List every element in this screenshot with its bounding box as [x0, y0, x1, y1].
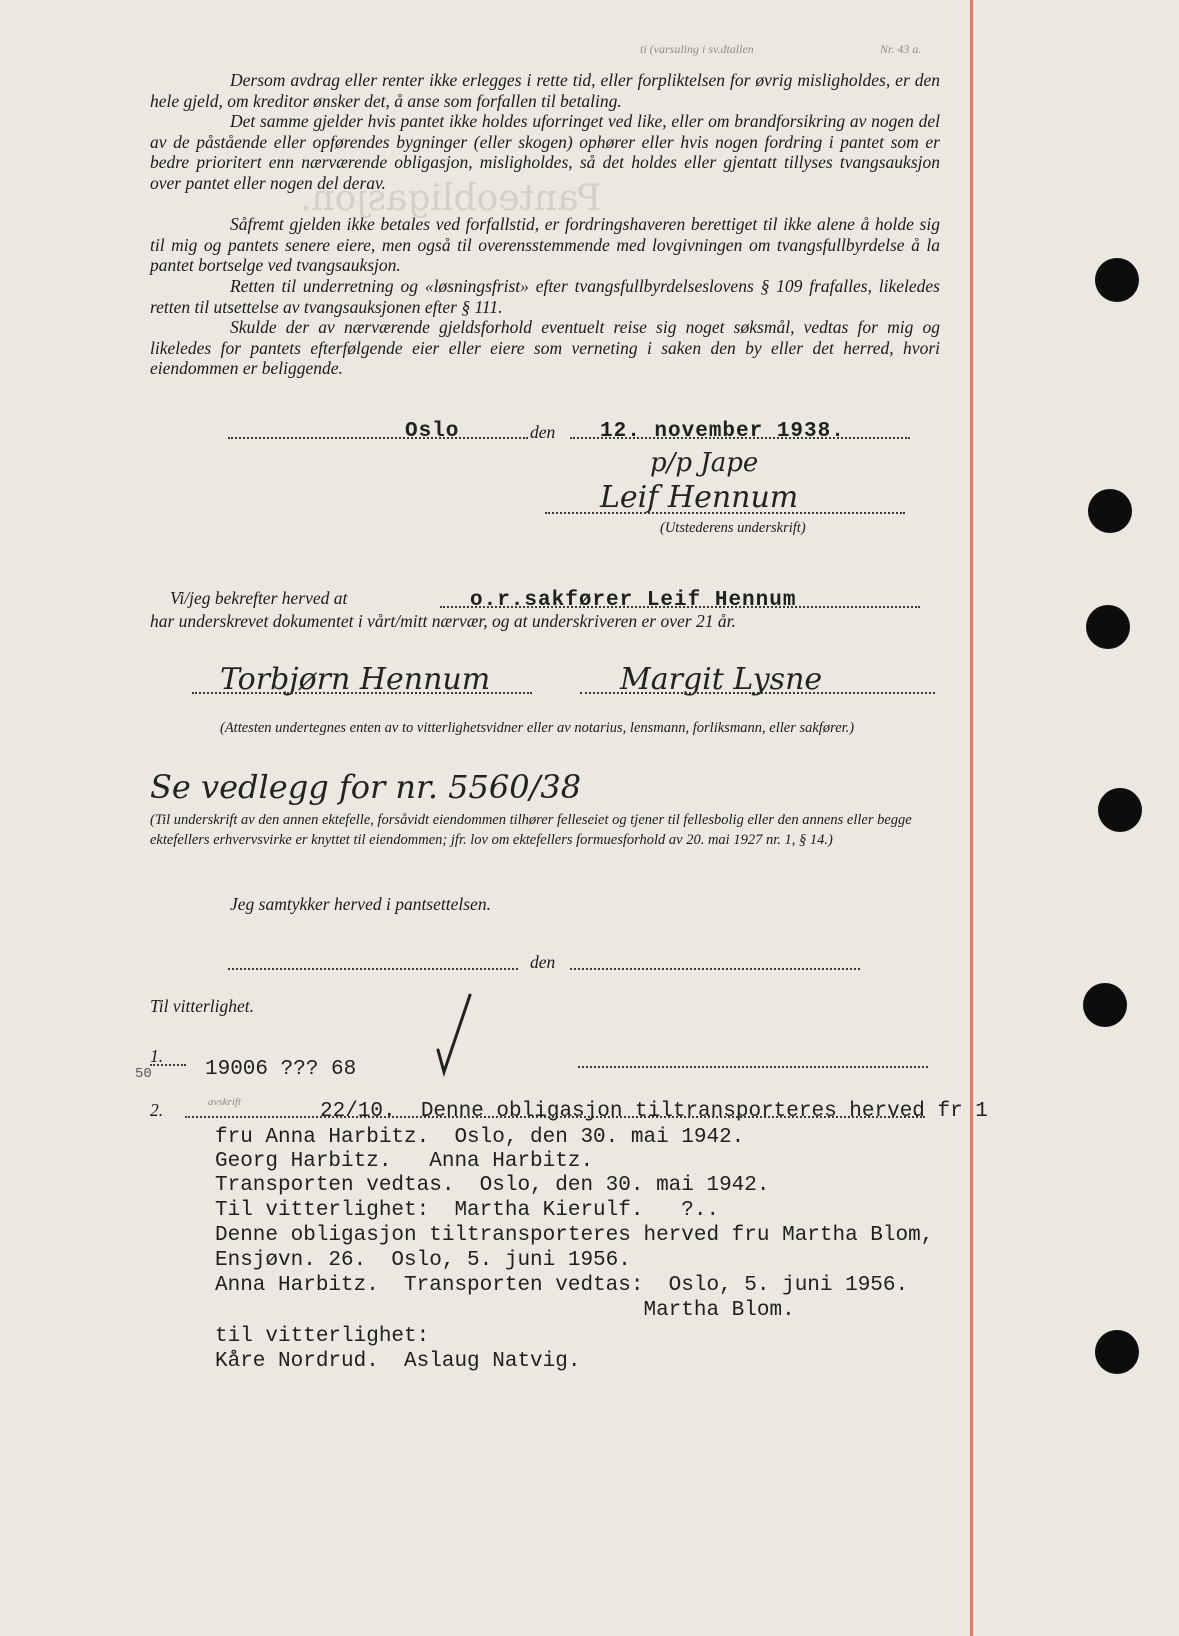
- spouse-date-line: [570, 968, 860, 970]
- signature-proxy: p/p Jape: [650, 448, 759, 478]
- stamp-small: 50: [135, 1066, 152, 1082]
- terms-paragraph: Såfremt gjelden ikke betales ved forfallstid, er fordringshaveren berettiget til ikke alene å holde sig til mig og pantets senere eiere, men også til overensstemmende med lovgivningen om tvangsfullbyrdelse å la pantet bortselge ved tvangsauksjon.: [150, 214, 940, 275]
- transport-line: Ensjøvn. 26. Oslo, 5. juni 1956.: [215, 1249, 631, 1272]
- punch-hole: [1095, 1330, 1139, 1374]
- entry-number-1: 1.: [150, 1046, 164, 1066]
- margin-rule: [970, 0, 973, 1636]
- check-mark: [430, 990, 490, 1080]
- date-place: Oslo: [405, 420, 460, 443]
- stamp-avskrift: avskrift: [208, 1096, 241, 1108]
- transport-line: Georg Harbitz. Anna Harbitz.: [215, 1150, 594, 1173]
- entry-number-2: 2.: [150, 1100, 164, 1120]
- transport-line: Martha Blom.: [215, 1299, 795, 1322]
- terms-paragraph: Det samme gjelder hvis pantet ikke holdes uforringet ved like, eller om brandforsikring av nogen del av de påstående eller opførendes bygninger (eller skogen) ophører eller hvis nogen fordring i pantet som er bedre prioritert enn nærværende obligasjon, misligholdes, så det holdes eller gjentatt tillyses tvangsauksjon over pantet eller nogen del derav.: [150, 111, 940, 193]
- signature-caption: (Utstederens underskrift): [660, 520, 806, 536]
- spouse-note: (Til underskrift av den annen ektefelle, forsåvidt eiendommen tilhører felleseiet og tjener til fellesbolig eller den annens eller begge ektefellers erhvervsvirke er knyttet til eiendommen; jfr. lov om ektefellers formuesforhold av 20. mai 1927 nr. 1, § 14.): [150, 812, 912, 848]
- header-faint-right: Nr. 43 a.: [880, 42, 922, 56]
- witness-line-1: [192, 692, 532, 694]
- transport-line: Kåre Nordrud. Aslaug Natvig.: [215, 1350, 581, 1373]
- punch-hole: [1095, 258, 1139, 302]
- transport-line: til vitterlighet:: [215, 1325, 430, 1348]
- punch-hole: [1088, 489, 1132, 533]
- handwritten-annotation: Se vedlegg for nr. 5560/38: [150, 768, 582, 806]
- witness-line-2: [580, 692, 935, 694]
- terms-paragraph: Skulde der av nærværende gjeldsforhold eventuelt reise sig noget søksmål, vedtas for mig og likeledes for pantets efterfølgende eier eller eiere som verneting i saken den by eller det herred, hvori eiendommen er beliggende.: [150, 317, 940, 378]
- punch-hole: [1098, 788, 1142, 832]
- header-faint-left: ti (varsuling i sv.dtallen: [640, 42, 754, 56]
- spouse-consent: Jeg samtykker herved i pantsettelsen.: [230, 894, 491, 914]
- attestation-note: (Attesten undertegnes enten av to vitterlighetsvidner eller av notarius, lensmann, forliksmann, eller sakfører.): [220, 720, 855, 736]
- date-value: 12. november 1938.: [600, 420, 845, 443]
- date-place-line: [228, 437, 528, 439]
- attestation-typed-name: o.r.sakfører Leif Hennum: [470, 589, 797, 612]
- entry-line-short: [150, 1064, 186, 1066]
- date-den-label: den: [530, 422, 556, 442]
- bleed-through-title: Panteobligasjon.: [300, 178, 602, 219]
- terms-paragraph: Retten til underretning og «løsningsfrist» efter tvangsfullbyrdelseslovens § 109 frafalles, likeledes retten til utsettelse av tvangsauksjonen efter § 111.: [150, 276, 940, 317]
- transport-line: Anna Harbitz. Transporten vedtas: Oslo, 5. juni 1956.: [215, 1274, 909, 1297]
- transport-line: 22/10. Denne obligasjon tiltransporteres herved fr 1: [320, 1100, 988, 1123]
- signature-line: [545, 512, 905, 514]
- witness-signature-1: Torbjørn Hennum: [220, 662, 491, 697]
- spouse-den-label: den: [530, 952, 556, 972]
- transport-line: Transporten vedtas. Oslo, den 30. mai 1942.: [215, 1174, 770, 1197]
- issuer-signature: Leif Hennum: [600, 480, 799, 515]
- attestation-prefix: Vi/jeg bekrefter herved at: [170, 588, 348, 608]
- terms-paragraph: Dersom avdrag eller renter ikke erlegges i rette tid, eller forpliktelsen for øvrig misligholdes, er den hele gjeld, om kreditor ønsker det, å anse som forfallen til betaling.: [150, 70, 940, 111]
- attestation-line2: har underskrevet dokumentet i vårt/mitt nærvær, og at underskriveren er over 21 år.: [150, 611, 736, 631]
- transport-line: fru Anna Harbitz. Oslo, den 30. mai 1942.: [215, 1126, 745, 1149]
- entry-1-text: 19006 ??? 68: [205, 1058, 357, 1081]
- entry-1-line: [578, 1066, 928, 1068]
- witness-signature-2: Margit Lysne: [620, 662, 823, 697]
- transport-line: Til vitterlighet: Martha Kierulf. ?..: [215, 1199, 720, 1222]
- spouse-place-line: [228, 968, 518, 970]
- punch-hole: [1083, 983, 1127, 1027]
- witness-label: Til vitterlighet.: [150, 996, 255, 1016]
- transport-line: Denne obligasjon tiltransporteres herved fru Martha Blom,: [215, 1224, 934, 1247]
- punch-hole: [1086, 605, 1130, 649]
